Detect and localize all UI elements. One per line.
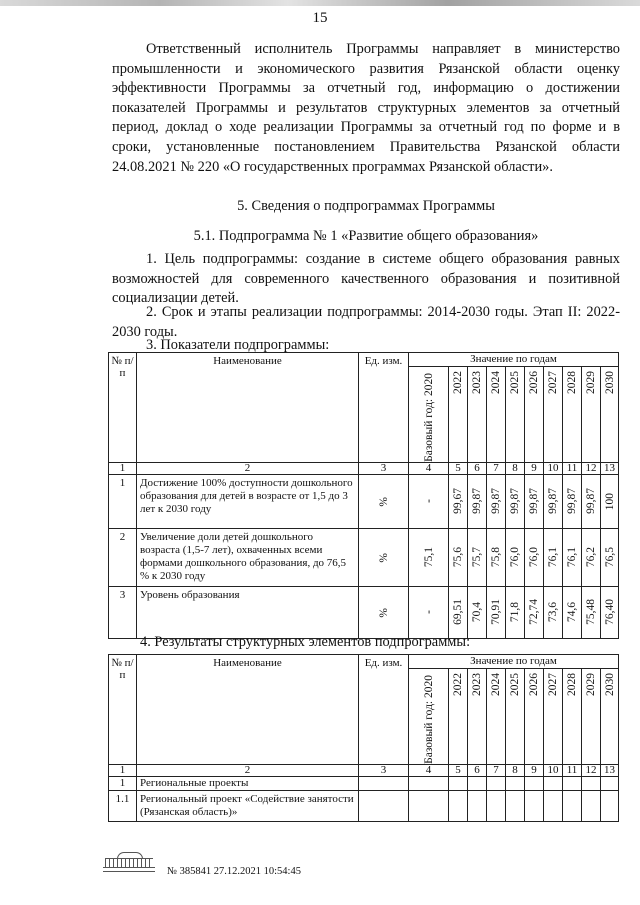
header-year: 2023: [468, 669, 487, 765]
indicator-row: 3 Уровень образования % - 69,51 70,4 70,91 71,8 72,74 73,6 74,6 75,48 76,40: [109, 586, 619, 638]
indicator-row: 1 Достижение 100% доступности дошкольного образования для детей в возрасте от 1,5 до 3 лет к 2030 году % - 99,67 99,87 99,87 99,87 99,87 99,87 99,87 99,87 100: [109, 474, 619, 528]
header-year: 2026: [525, 669, 544, 765]
header-year: 2024: [487, 367, 506, 463]
header-year: 2022: [449, 367, 468, 463]
column-numbers-row: 1 2 3 4 5 6 7 8 9 10 11 12 13: [109, 462, 619, 474]
header-name: Наименование: [137, 353, 359, 463]
result-row: 1.1 Региональный проект «Содействие занятости (Рязанская область)»: [109, 790, 619, 821]
header-base-year: Базовый год: 2020: [409, 669, 449, 765]
building-stamp-icon: [103, 852, 155, 872]
scan-edge: [0, 0, 640, 6]
results-heading: 4. Результаты структурных элементов подпрограммы:: [140, 634, 471, 650]
header-year: 2029: [582, 367, 601, 463]
indicators-table: [108, 352, 619, 639]
header-year: 2022: [449, 669, 468, 765]
header-year: 2027: [544, 367, 563, 463]
header-values: Значение по годам: [409, 353, 619, 367]
goal-paragraph: 1. Цель подпрограммы: создание в системе общего образования равных возможностей для современного качественного образования и позитивной социализации детей.: [112, 251, 620, 307]
header-year: 2030: [601, 669, 619, 765]
page-number: 15: [312, 10, 328, 26]
indicator-row: 2 Увеличение доли детей дошкольного возраста (1,5-7 лет), охваченных всеми формами дошкольного образования, до 76,5 % к 2030 году % 75,1 75,6 75,7 75,8 76,0 76,0 76,1 76,1 76,2 76,5: [109, 528, 619, 586]
header-year: 2028: [563, 669, 582, 765]
results-table: [108, 654, 619, 822]
header-year: 2025: [506, 367, 525, 463]
header-num: № п/п: [109, 655, 137, 765]
header-unit: Ед. изм.: [359, 353, 409, 463]
column-numbers-row: 1 2 3 4 5 6 7 8 9 10 11 12 13: [109, 764, 619, 776]
header-year: 2028: [563, 367, 582, 463]
header-year: 2026: [525, 367, 544, 463]
header-values: Значение по годам: [409, 655, 619, 669]
indicators-heading: 3. Показатели подпрограммы:: [146, 337, 330, 353]
header-year: 2023: [468, 367, 487, 463]
header-year: 2024: [487, 669, 506, 765]
header-num: № п/п: [109, 353, 137, 463]
document-id: № 385841 27.12.2021 10:54:45: [167, 866, 301, 877]
header-name: Наименование: [137, 655, 359, 765]
header-year: 2030: [601, 367, 619, 463]
header-year: 2025: [506, 669, 525, 765]
subsection-heading: 5.1. Подпрограмма № 1 «Развитие общего образования»: [193, 228, 539, 244]
header-unit: Ед. изм.: [359, 655, 409, 765]
intro-paragraph: Ответственный исполнитель Программы направляет в министерство промышленности и экономического развития Рязанской области оценку эффективности Программы за отчетный год, информацию о достижении показателей Программы и результатов структурных элементов за отчетный период, доклад о ходе реализации Программы за отчетный год по форме и в сроки, установленные постановлением Правительства Рязанской области 24.08.2021 № 220 «О государственных программах Рязанской области».: [112, 41, 620, 175]
header-base-year: Базовый год: 2020: [409, 367, 449, 463]
result-row: 1 Региональные проекты: [109, 776, 619, 790]
header-year: 2027: [544, 669, 563, 765]
header-year: 2029: [582, 669, 601, 765]
terms-paragraph: 2. Срок и этапы реализации подпрограммы: 2014-2030 годы. Этап II: 2022-2030 годы.: [112, 304, 620, 340]
section-heading: 5. Сведения о подпрограммах Программы: [237, 198, 495, 214]
document-footer: [103, 852, 301, 877]
